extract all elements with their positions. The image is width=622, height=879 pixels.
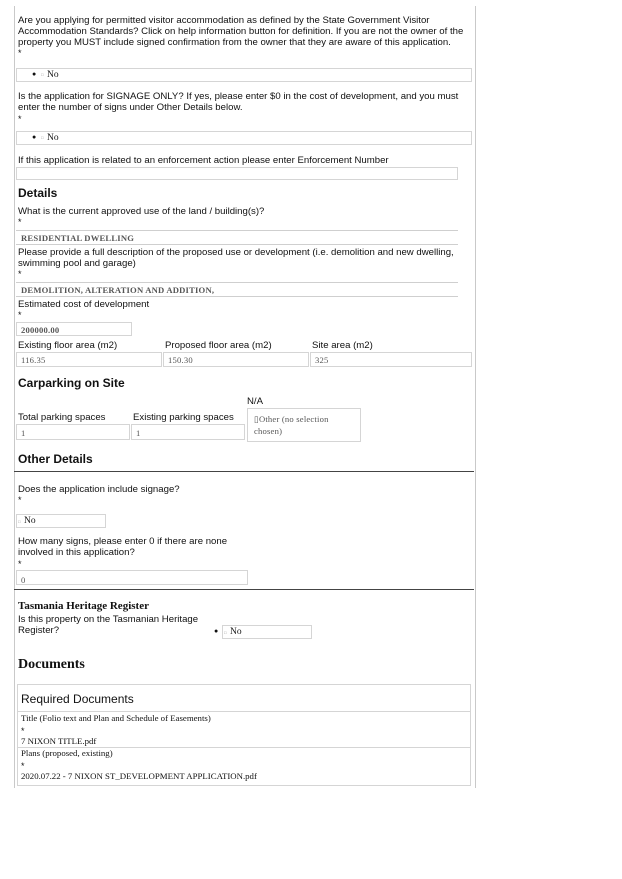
- total-parking-value: 1: [21, 428, 26, 438]
- current-use-value[interactable]: RESIDENTIAL DWELLING: [21, 233, 135, 243]
- proposed-floor-label: Proposed floor area (m2): [165, 340, 272, 351]
- site-area-label: Site area (m2): [312, 340, 373, 351]
- description-field-border: [16, 284, 458, 297]
- current-use-question: What is the current approved use of the land / building(s)?: [18, 206, 265, 217]
- description-question: Please provide a full description of the proposed use or development (i.e. demolition and new dwelling, swimming pool and garage): [18, 247, 454, 269]
- other-parking-text: Other (no selection chosen): [254, 414, 329, 436]
- signs-count-question: How many signs, please enter 0 if there are none involved in this application?: [18, 536, 228, 558]
- required-documents-panel: [17, 684, 471, 786]
- document-required-marker: *: [21, 761, 25, 771]
- documents-separator: [18, 711, 470, 712]
- existing-floor-value: 116.35: [21, 355, 46, 365]
- visitor-radio-group[interactable]: [16, 68, 472, 82]
- enforcement-number-input[interactable]: [16, 167, 458, 180]
- cost-input[interactable]: [16, 322, 132, 336]
- visitor-question: Are you applying for permitted visitor accommodation as defined by the State Government Visitor Accommodation Standards? Click on help information button for definition. If you are not the owner of the property you MUST include signed confirmation from the owner that they are aware of this application.: [18, 15, 464, 48]
- heritage-answer: No: [230, 627, 242, 637]
- other-parking-value: [254, 413, 354, 437]
- other-details-heading: Other Details: [18, 452, 93, 466]
- signage-value: No: [24, 516, 36, 526]
- current-use-required-marker: *: [18, 217, 22, 227]
- dropdown-icon: □: [224, 630, 227, 635]
- document-label: Plans (proposed, existing): [21, 748, 113, 758]
- radio-icon[interactable]: □: [41, 135, 44, 140]
- carparking-na-label: N/A: [247, 396, 263, 407]
- required-documents-heading: Required Documents: [21, 692, 134, 706]
- description-required-marker: *: [18, 269, 22, 279]
- description-field-line: [16, 270, 458, 283]
- visitor-answer: No: [47, 70, 59, 80]
- current-use-field-line: [16, 218, 458, 231]
- radio-bullet-icon: ●: [32, 134, 37, 141]
- site-area-input[interactable]: [310, 352, 472, 367]
- document-file-link[interactable]: 7 NIXON TITLE.pdf: [21, 736, 97, 746]
- signage-only-radio-group[interactable]: [16, 131, 472, 145]
- site-area-value: 325: [315, 355, 329, 365]
- dropdown-icon: □: [18, 519, 21, 524]
- documents-heading: Documents: [18, 657, 85, 672]
- signage-select[interactable]: [16, 514, 106, 528]
- signage-only-question: Is the application for SIGNAGE ONLY? If yes, please enter $0 in the cost of development, and you must enter the number of signs under Other Details below.: [18, 91, 459, 113]
- proposed-floor-input[interactable]: [163, 352, 309, 367]
- empty-checkbox-icon: ▯: [254, 414, 259, 424]
- heritage-heading: Tasmania Heritage Register: [18, 600, 149, 612]
- total-parking-label: Total parking spaces: [18, 412, 106, 423]
- carparking-heading: Carparking on Site: [18, 376, 125, 390]
- existing-floor-input[interactable]: [16, 352, 162, 367]
- enforcement-question: If this application is related to an enforcement action please enter Enforcement Number: [18, 155, 389, 166]
- existing-floor-label: Existing floor area (m2): [18, 340, 118, 351]
- visitor-required-marker: *: [18, 48, 22, 58]
- existing-parking-value: 1: [136, 428, 141, 438]
- document-file-link[interactable]: 2020.07.22 - 7 NIXON ST_DEVELOPMENT APPLICATION.pdf: [21, 771, 257, 781]
- signs-count-value: 0: [21, 575, 26, 585]
- existing-parking-label: Existing parking spaces: [133, 412, 234, 423]
- cost-required-marker: *: [18, 310, 22, 320]
- signage-required-marker: *: [18, 495, 22, 505]
- radio-icon[interactable]: □: [41, 72, 44, 77]
- existing-parking-input[interactable]: [131, 424, 245, 440]
- heritage-select[interactable]: [222, 625, 312, 639]
- document-label: Title (Folio text and Plan and Schedule of Easements): [21, 713, 211, 723]
- heritage-question: Is this property on the Tasmanian Heritage Register?: [18, 614, 199, 636]
- heritage-divider: [14, 589, 474, 590]
- other-details-divider: [14, 471, 474, 472]
- signs-count-input[interactable]: [16, 570, 248, 585]
- signs-count-required-marker: *: [18, 559, 22, 569]
- cost-question: Estimated cost of development: [18, 299, 150, 310]
- heritage-bullet-icon: ●: [214, 628, 219, 635]
- proposed-floor-value: 150.30: [168, 355, 193, 365]
- signage-only-answer: No: [47, 133, 59, 143]
- signage-only-required-marker: *: [18, 114, 22, 124]
- signage-question: Does the application include signage?: [18, 484, 180, 495]
- cost-value: 200000.00: [21, 325, 60, 335]
- description-value[interactable]: DEMOLITION, ALTERATION AND ADDITION,: [21, 285, 215, 295]
- document-required-marker: *: [21, 726, 25, 736]
- current-use-field-border: [16, 232, 458, 245]
- total-parking-input[interactable]: [16, 424, 130, 440]
- other-parking-select[interactable]: [247, 408, 361, 442]
- radio-bullet-icon: ●: [32, 71, 37, 78]
- details-heading: Details: [18, 186, 58, 200]
